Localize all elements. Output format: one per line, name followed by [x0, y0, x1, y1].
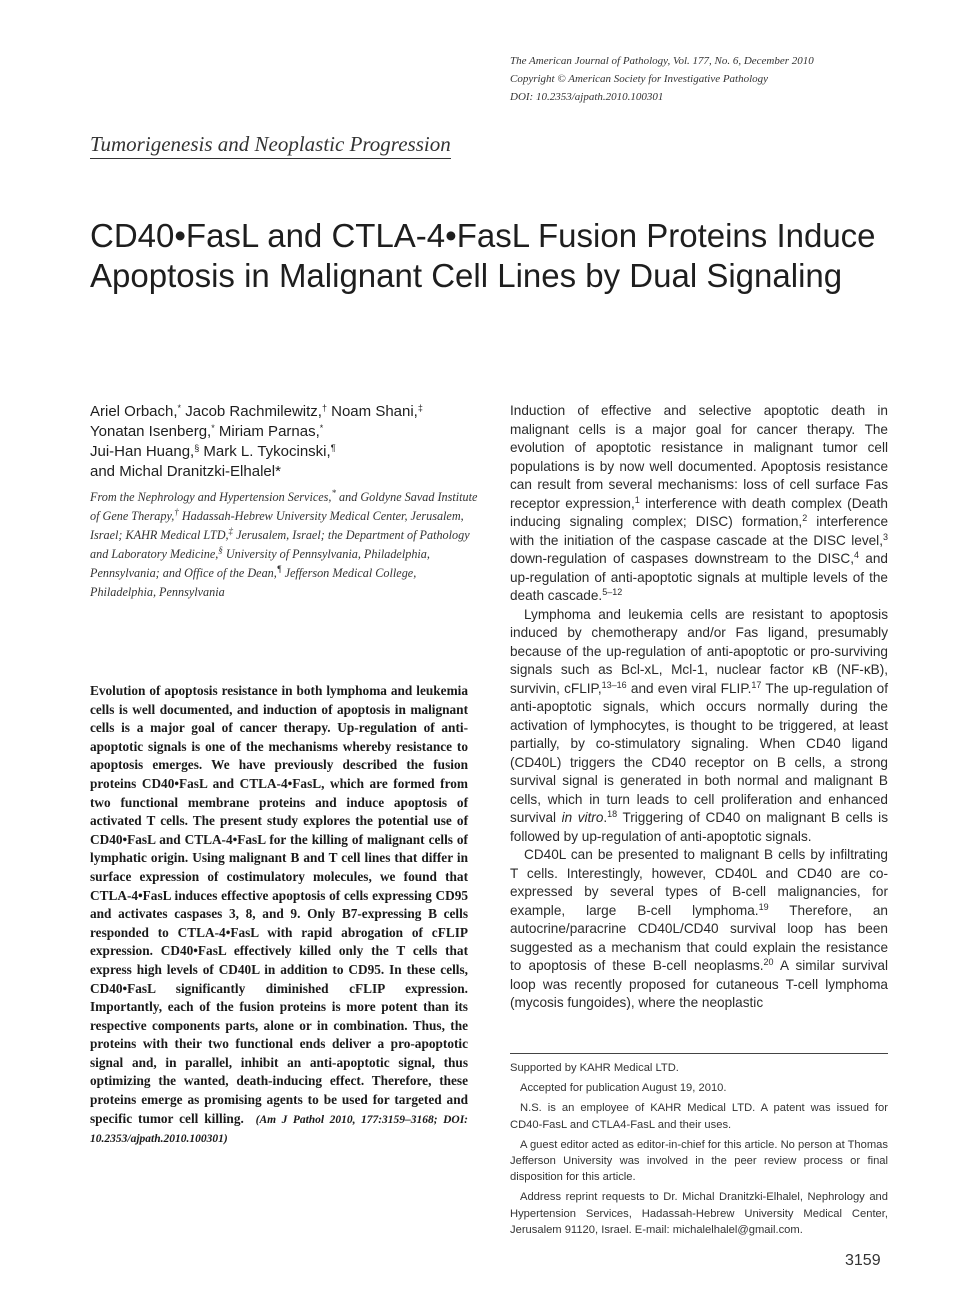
- reference-mark: 5–12: [602, 587, 623, 597]
- reference-mark: 20: [763, 957, 774, 967]
- footnote-reprint: Address reprint requests to Dr. Michal Dranitzki-Elhalel, Nephrology and Hypertension Services, Hadassah-Hebrew University Medical Center, Jerusalem 91120, Israel. E-mail: michalelhalel@gmail.com.: [510, 1191, 888, 1236]
- author-line: [90, 462, 480, 482]
- author-mark: §: [194, 443, 200, 453]
- abstract: [90, 682, 468, 1149]
- body-text-run: down-regulation of caspases downstream to the DISC,: [510, 551, 854, 566]
- body-text-run: Therefore, an autocrine/paracrine CD40L/CD40 survival loop has been suggested as a mechanism that could explain the resistance to apoptosis of these B-cell neoplasms.: [510, 902, 888, 973]
- author-mark: *: [275, 463, 281, 480]
- author-name: and Michal Dranitzki-Elhalel: [90, 463, 276, 480]
- article-title: [90, 216, 910, 296]
- author-mark: †: [321, 403, 327, 413]
- body-text-run: A similar survival loop was recently proposed for cutaneous T-cell lymphoma (mycosis fungoides), where the neoplastic: [510, 958, 888, 1010]
- body-paragraph: [510, 606, 888, 847]
- body-text-run: Induction of effective and selective apoptotic death in malignant cells is a major goal for cancer therapy. The evolution of apoptotic resistance in malignant tumor cell populations is by now well documented. Apoptosis resistance can result from several mechanisms: loss of cell surface Fas receptor expression,: [510, 403, 888, 511]
- body-text-run: and even viral FLIP.: [626, 680, 752, 696]
- body-paragraph: [510, 846, 888, 1013]
- author-mark: ‡: [417, 403, 423, 413]
- page-number: 3159: [845, 1252, 881, 1269]
- reference-mark: 2: [802, 513, 808, 523]
- reference-mark: 4: [853, 550, 859, 560]
- affiliation-text: From the Nephrology and Hypertension Services,: [90, 490, 332, 504]
- author-name: Ariel Orbach,: [90, 403, 178, 420]
- author-name: Jacob Rachmilewitz,: [181, 403, 322, 420]
- journal-doi: DOI: 10.2353/ajpath.2010.100301: [510, 91, 664, 103]
- author-line: [90, 422, 480, 442]
- journal-citation: The American Journal of Pathology, Vol. 177, No. 6, December 2010: [510, 55, 814, 67]
- title-line-2: Apoptosis in Malignant Cell Lines by Dual Signaling: [90, 257, 843, 294]
- author-line: [90, 442, 480, 462]
- body-text-run: The up-regulation of anti-apoptotic signals, which occurs normally during the activation of lymphocytes, is thought to be triggered, at least partially, by co-stimulatory signaling. When CD40 ligand (CD40L) triggers the CD40 receptor on B cells, a strong survival signal is generated in both normal and malignant B cells, which in turn leads to cell proliferation and enhanced survival: [510, 680, 888, 825]
- affiliation-text: Jerusalem, Israel; the Department of Pathology and Laboratory Medicine,: [90, 528, 470, 561]
- affiliation-text: Jefferson Medical College, Philadelphia, Pennsylvania: [90, 566, 417, 599]
- affiliation-text: University of Pennsylvania, Philadelphia, Pennsylvania; and Office of the Dean,: [90, 547, 430, 580]
- footnote-accepted: Accepted for publication August 19, 2010.: [520, 1082, 727, 1095]
- body-text-run: and up-regulation of anti-apoptotic signals at multiple levels of the death cascade.: [510, 551, 888, 603]
- author-name: Yonatan Isenberg,: [90, 423, 212, 440]
- author-name: Noam Shani,: [326, 403, 418, 420]
- author-name: Mark L. Tykocinski,: [199, 443, 331, 460]
- abstract-citation: (Am J Pathol 2010, 177:3159–3168; DOI: 10.2353/ajpath.2010.100301): [90, 1113, 468, 1146]
- author-name: Jui-Han Huang,: [90, 443, 195, 460]
- footnote-divider: [510, 1053, 888, 1054]
- affiliation-text: Hadassah-Hebrew University Medical Center, Jerusalem, Israel; KAHR Medical LTD,: [90, 509, 464, 542]
- affiliation-mark: ¶: [276, 564, 282, 574]
- affiliation-mark: ‡: [228, 526, 234, 536]
- body-text-run: CD40L can be presented to malignant B cells by infiltrating T cells. Interestingly, however, CD40L and CD40 are co-expressed by several types of B-cell malignancies, for example, large B-cell lymphoma.: [510, 847, 888, 918]
- footnote-editor: A guest editor acted as editor-in-chief for this article. No person at Thomas Jefferson University was involved in the peer review process or final disposition for this article.: [510, 1138, 888, 1184]
- author-mark: *: [177, 403, 182, 413]
- reference-mark: 19: [758, 901, 769, 912]
- author-list: [90, 402, 480, 482]
- body-text-run: Triggering of CD40 on malignant B cells is followed by up-regulation of anti-apoptotic signals.: [510, 810, 888, 844]
- reference-mark: 3: [882, 531, 888, 542]
- author-mark: ¶: [330, 443, 336, 453]
- journal-copyright: Copyright © American Society for Investigative Pathology: [510, 73, 769, 85]
- body-text-italic: in vitro: [561, 810, 604, 825]
- body-text: [510, 402, 888, 1013]
- body-text-run: Lymphoma and leukemia cells are resistant to apoptosis induced by chemotherapy and/or Fas ligand, presumably because of the up-regulation of anti-apoptotic or pro-surviving signals such as Bcl-xL, Mcl-1, nuclear factor κB (NF-κB), survivin, cFLIP,: [510, 606, 888, 696]
- reference-mark: 17: [751, 679, 762, 690]
- author-mark: *: [211, 423, 215, 433]
- author-name: Miriam Parnas,: [214, 423, 320, 440]
- body-text-run: interference with death complex (Death inducing signaling complex; DISC) formation,: [510, 495, 888, 529]
- affiliation-mark: *: [331, 488, 336, 498]
- footnote-support: Supported by KAHR Medical LTD.: [510, 1062, 679, 1074]
- title-line-1: CD40•FasL and CTLA-4•FasL Fusion Proteins Induce: [90, 217, 876, 254]
- footnote-disclosure: N.S. is an employee of KAHR Medical LTD. A patent was issued for CD40-FasL and CTLA4-FasL and their uses.: [510, 1102, 888, 1131]
- body-text-run: interference with the initiation of the caspase cascade at the DISC level,: [510, 514, 888, 548]
- body-paragraph: [510, 402, 888, 606]
- reference-mark: 1: [634, 494, 640, 505]
- section-heading: Tumorigenesis and Neoplastic Progression: [90, 132, 451, 159]
- affiliation-mark: §: [218, 545, 223, 555]
- affiliation-mark: †: [174, 507, 179, 517]
- affiliations: [90, 488, 480, 602]
- reference-mark: 18: [607, 809, 618, 819]
- abstract-text: Evolution of apoptosis resistance in both lymphoma and leukemia cells is well documented, and induction of apoptosis in malignant cells is a major goal of cancer therapy. Up-regulation of anti-apoptotic signals is one of the mechanisms whereby resistance to apoptosis emerges. We have previously described the fusion proteins CD40•FasL and CTLA-4•FasL, which are formed from two functional membrane proteins and induce apoptosis of activated T cells. The present study explores the potential use of CD40•FasL and CTLA-4•FasL for the killing of malignant cells of lymphatic origin. Using malignant B and T cell lines that differ in surface expression of costimulatory molecules, we found that CTLA-4•FasL induces effective apoptosis of cells expressing CD95 and activates caspases 3, 8, and 9. Only B7-expressing B cells responded to CTLA-4•FasL with rapid abrogation of cFLIP expression. CD40•FasL effectively killed only the T cells that express high levels of CD40L in addition to CD95. In these cells, CD40•FasL significantly diminished cFLIP expression. Importantly, each of the fusion proteins is more potent than its respective components parts, alone or in combination. Thus, the proteins with their two functional ends deliver a pro-apoptotic signal and, in parallel, inhibit an anti-apoptotic signal, thus optimizing the wanted, death-inducing effect. Therefore, these proteins emerge as promising agents to be used for targeted and specific tumor cell killing.: [90, 683, 468, 1126]
- body-text-run: .: [603, 810, 608, 825]
- author-line: [90, 402, 480, 422]
- reference-mark: 13–16: [601, 679, 627, 690]
- journal-info: [510, 52, 930, 106]
- footnotes: [510, 1060, 888, 1242]
- author-mark: *: [319, 423, 324, 433]
- affiliation-text: and Goldyne Savad Institute of Gene Therapy,: [90, 490, 478, 523]
